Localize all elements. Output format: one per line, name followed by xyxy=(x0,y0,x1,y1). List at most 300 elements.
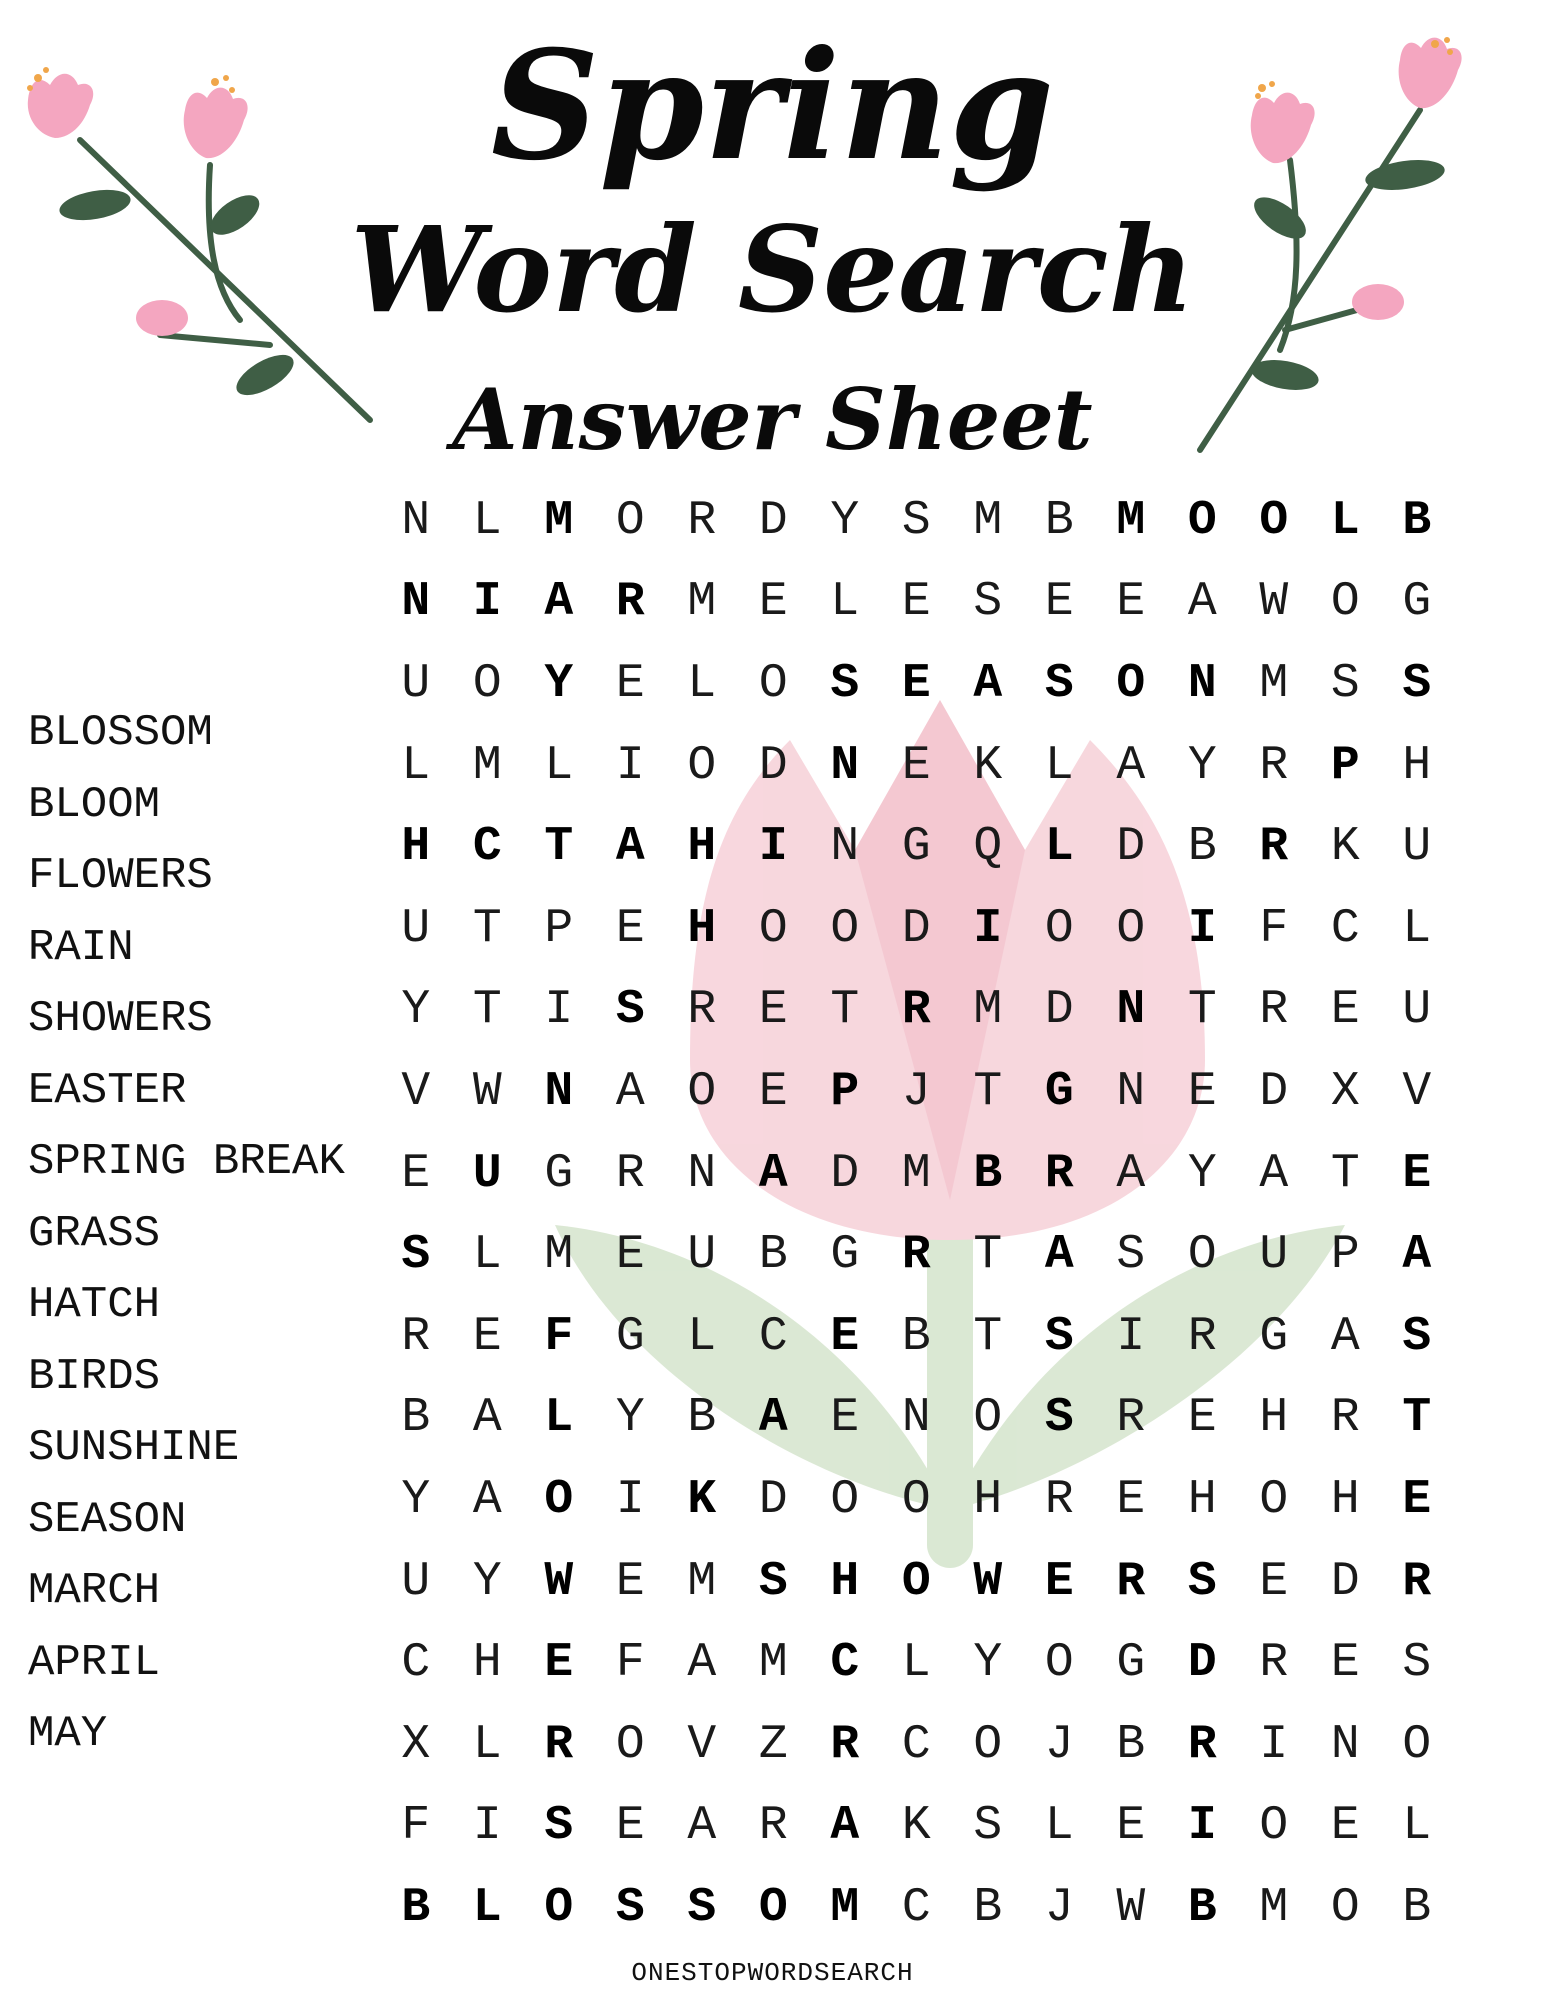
grid-cell: E xyxy=(830,1391,860,1446)
grid-cell: W xyxy=(472,1064,502,1119)
grid-cell: M xyxy=(472,738,502,793)
grid-cell-answer: F xyxy=(544,1309,574,1364)
grid-cell: T xyxy=(973,1228,1003,1283)
grid-cell: D xyxy=(1116,820,1146,875)
grid-cell-answer: N xyxy=(401,575,431,630)
grid-cell: B xyxy=(1044,493,1074,548)
grid-cell-answer: I xyxy=(472,575,502,630)
grid-cell: S xyxy=(1330,656,1360,711)
grid-cell: Y xyxy=(973,1636,1003,1691)
grid-cell: E xyxy=(758,1064,788,1119)
grid-cell: M xyxy=(901,1146,931,1201)
grid-cell: L xyxy=(687,656,717,711)
word-list-item: MARCH xyxy=(28,1566,161,1616)
grid-cell: M xyxy=(687,1554,717,1609)
grid-cell: G xyxy=(1259,1309,1289,1364)
grid-cell: C xyxy=(901,1717,931,1772)
grid-cell-answer: M xyxy=(830,1880,860,1935)
grid-cell: E xyxy=(472,1309,502,1364)
grid-cell: L xyxy=(1044,738,1074,793)
grid-cell-answer: A xyxy=(544,575,574,630)
grid-cell-answer: R xyxy=(615,575,645,630)
word-list-item: SEASON xyxy=(28,1494,187,1545)
grid-cell: E xyxy=(1044,575,1074,630)
grid-cell: S xyxy=(1402,1636,1432,1691)
grid-cell: R xyxy=(1116,1391,1146,1446)
grid-cell-answer: M xyxy=(1116,493,1146,548)
grid-cell: N xyxy=(401,493,431,548)
word-list-item: HATCH xyxy=(28,1280,161,1330)
grid-cell: M xyxy=(1259,656,1289,711)
grid-cell: F xyxy=(401,1799,431,1854)
grid-cell: S xyxy=(973,1799,1003,1854)
grid-cell: D xyxy=(1330,1554,1360,1609)
grid-cell: L xyxy=(687,1309,717,1364)
grid-cell: E xyxy=(615,1799,645,1854)
grid-cell: B xyxy=(901,1309,931,1364)
grid-cell-answer: B xyxy=(1402,493,1432,548)
grid-cell-answer: O xyxy=(758,1880,788,1935)
grid-cell-answer: L xyxy=(544,1391,574,1446)
grid-cell: D xyxy=(758,493,788,548)
grid-cell: A xyxy=(472,1472,502,1527)
word-list-item: BLOSSOM xyxy=(28,708,213,758)
grid-row xyxy=(380,1296,1460,1378)
grid-cell: E xyxy=(1116,1799,1146,1854)
grid-cell-answer: E xyxy=(830,1309,860,1364)
grid-cell: R xyxy=(1044,1472,1074,1527)
word-list xyxy=(28,698,345,1771)
grid-cell: O xyxy=(1187,1228,1217,1283)
grid-cell: R xyxy=(687,493,717,548)
grid-cell: E xyxy=(1259,1554,1289,1609)
grid-cell: R xyxy=(758,1799,788,1854)
grid-cell: E xyxy=(758,983,788,1038)
grid-cell: F xyxy=(615,1636,645,1691)
grid-cell: J xyxy=(1044,1880,1074,1935)
grid-cell-answer: N xyxy=(1187,656,1217,711)
grid-cell-answer: A xyxy=(758,1391,788,1446)
grid-cell: L xyxy=(1044,1799,1074,1854)
grid-cell-answer: I xyxy=(1187,901,1217,956)
grid-cell: A xyxy=(1259,1146,1289,1201)
grid-cell: N xyxy=(830,820,860,875)
grid-cell-answer: S xyxy=(687,1880,717,1935)
grid-cell: H xyxy=(973,1472,1003,1527)
grid-row xyxy=(380,1214,1460,1296)
grid-cell-answer: M xyxy=(544,493,574,548)
grid-cell: H xyxy=(1402,738,1432,793)
grid-cell-answer: O xyxy=(544,1472,574,1527)
grid-cell: V xyxy=(687,1717,717,1772)
grid-cell: U xyxy=(1402,983,1432,1038)
grid-cell: R xyxy=(1259,983,1289,1038)
grid-cell-answer: R xyxy=(1402,1554,1432,1609)
grid-cell: L xyxy=(401,738,431,793)
grid-cell-answer: W xyxy=(544,1554,574,1609)
grid-cell-answer: N xyxy=(1116,983,1146,1038)
grid-cell-answer: S xyxy=(1044,656,1074,711)
grid-row xyxy=(380,1867,1460,1949)
grid-cell-answer: S xyxy=(1402,1309,1432,1364)
grid-cell-answer: A xyxy=(830,1799,860,1854)
grid-cell-answer: O xyxy=(1259,493,1289,548)
grid-cell: P xyxy=(544,901,574,956)
grid-cell: I xyxy=(472,1799,502,1854)
grid-cell-answer: I xyxy=(758,820,788,875)
grid-cell: M xyxy=(687,575,717,630)
grid-cell: T xyxy=(973,1064,1003,1119)
grid-cell-answer: S xyxy=(1044,1391,1074,1446)
grid-cell: A xyxy=(615,1064,645,1119)
grid-cell: A xyxy=(472,1391,502,1446)
grid-cell: B xyxy=(758,1228,788,1283)
grid-cell: R xyxy=(615,1146,645,1201)
grid-cell: E xyxy=(615,656,645,711)
grid-cell: E xyxy=(615,901,645,956)
word-list-item: RAIN xyxy=(28,922,134,973)
grid-cell: B xyxy=(401,1391,431,1446)
grid-cell-answer: H xyxy=(687,820,717,875)
grid-cell: E xyxy=(615,1554,645,1609)
grid-cell: A xyxy=(1330,1309,1360,1364)
grid-cell: G xyxy=(901,820,931,875)
grid-cell: O xyxy=(615,493,645,548)
word-list-item: BLOOM xyxy=(28,779,161,830)
grid-cell: O xyxy=(1044,1636,1074,1691)
grid-cell: L xyxy=(472,1228,502,1283)
grid-cell: T xyxy=(472,983,502,1038)
grid-cell: W xyxy=(1259,575,1289,630)
grid-cell: E xyxy=(1187,1391,1217,1446)
grid-cell: L xyxy=(901,1636,931,1691)
grid-cell: H xyxy=(1187,1472,1217,1527)
grid-cell: L xyxy=(830,575,860,630)
grid-cell: E xyxy=(1187,1064,1217,1119)
grid-cell-answer: P xyxy=(1330,738,1360,793)
grid-cell: B xyxy=(687,1391,717,1446)
grid-cell: M xyxy=(1259,1880,1289,1935)
grid-cell: O xyxy=(1330,575,1360,630)
grid-cell-answer: D xyxy=(1187,1636,1217,1691)
grid-cell: U xyxy=(687,1228,717,1283)
grid-cell-answer: B xyxy=(401,1880,431,1935)
grid-cell: L xyxy=(1402,1799,1432,1854)
grid-cell: P xyxy=(1330,1228,1360,1283)
grid-row xyxy=(380,1051,1460,1133)
grid-row xyxy=(380,970,1460,1052)
grid-cell-answer: A xyxy=(973,656,1003,711)
grid-cell: T xyxy=(1330,1146,1360,1201)
grid-cell: E xyxy=(1330,983,1360,1038)
grid-cell: V xyxy=(1402,1064,1432,1119)
grid-cell: Y xyxy=(1187,738,1217,793)
grid-cell: E xyxy=(1116,1472,1146,1527)
grid-cell: L xyxy=(1402,901,1432,956)
grid-cell: O xyxy=(973,1717,1003,1772)
letter-grid xyxy=(380,480,1460,1935)
grid-cell-answer: T xyxy=(544,820,574,875)
grid-cell: R xyxy=(1330,1391,1360,1446)
grid-cell: S xyxy=(1116,1228,1146,1283)
grid-cell: Y xyxy=(401,983,431,1038)
grid-cell-answer: O xyxy=(1187,493,1217,548)
grid-row xyxy=(380,1541,1460,1623)
grid-cell: K xyxy=(973,738,1003,793)
grid-cell: Z xyxy=(758,1717,788,1772)
grid-cell: D xyxy=(1044,983,1074,1038)
grid-cell-answer: S xyxy=(615,1880,645,1935)
grid-cell-answer: S xyxy=(401,1228,431,1283)
grid-cell: Y xyxy=(615,1391,645,1446)
grid-cell-answer: H xyxy=(687,901,717,956)
grid-cell: E xyxy=(1116,575,1146,630)
grid-cell: A xyxy=(1187,575,1217,630)
grid-cell: R xyxy=(1187,1309,1217,1364)
grid-cell: K xyxy=(1330,820,1360,875)
grid-cell-answer: O xyxy=(544,1880,574,1935)
grid-cell: A xyxy=(1116,738,1146,793)
grid-cell-answer: S xyxy=(1402,656,1432,711)
grid-cell: N xyxy=(687,1146,717,1201)
grid-cell: O xyxy=(1259,1472,1289,1527)
grid-cell-answer: N xyxy=(830,738,860,793)
grid-cell: I xyxy=(615,1472,645,1527)
grid-cell: A xyxy=(687,1636,717,1691)
grid-cell: S xyxy=(901,493,931,548)
grid-cell: C xyxy=(401,1636,431,1691)
grid-cell: O xyxy=(758,901,788,956)
grid-cell: E xyxy=(901,738,931,793)
grid-cell: M xyxy=(973,493,1003,548)
grid-cell-answer: U xyxy=(472,1146,502,1201)
grid-row xyxy=(380,888,1460,970)
grid-row xyxy=(380,643,1460,725)
grid-cell: K xyxy=(901,1799,931,1854)
grid-cell: E xyxy=(758,575,788,630)
grid-cell: X xyxy=(1330,1064,1360,1119)
grid-cell: O xyxy=(830,1472,860,1527)
grid-cell: Q xyxy=(973,820,1003,875)
grid-cell: O xyxy=(615,1717,645,1772)
grid-cell: B xyxy=(1402,1880,1432,1935)
grid-cell: O xyxy=(758,656,788,711)
grid-cell: R xyxy=(1259,1636,1289,1691)
grid-cell: I xyxy=(1259,1717,1289,1772)
grid-cell: D xyxy=(758,1472,788,1527)
grid-cell: D xyxy=(901,901,931,956)
grid-cell: A xyxy=(687,1799,717,1854)
grid-cell: V xyxy=(401,1064,431,1119)
grid-cell-answer: C xyxy=(472,820,502,875)
grid-cell-answer: S xyxy=(758,1554,788,1609)
grid-cell-answer: R xyxy=(544,1717,574,1772)
grid-cell: T xyxy=(1187,983,1217,1038)
grid-cell-answer: G xyxy=(1044,1064,1074,1119)
grid-cell: G xyxy=(1116,1636,1146,1691)
grid-cell: B xyxy=(1187,820,1217,875)
grid-cell: S xyxy=(973,575,1003,630)
grid-cell-answer: H xyxy=(830,1554,860,1609)
grid-cell: M xyxy=(973,983,1003,1038)
grid-cell: O xyxy=(830,901,860,956)
grid-cell-answer: C xyxy=(830,1636,860,1691)
grid-cell: B xyxy=(1116,1717,1146,1772)
grid-cell: O xyxy=(973,1391,1003,1446)
grid-cell: U xyxy=(1259,1228,1289,1283)
grid-cell: O xyxy=(1044,901,1074,956)
word-list-item: BIRDS xyxy=(28,1351,161,1402)
grid-cell-answer: B xyxy=(1187,1880,1217,1935)
grid-cell: O xyxy=(1330,1880,1360,1935)
grid-cell: T xyxy=(472,901,502,956)
grid-cell: U xyxy=(401,1554,431,1609)
grid-cell-answer: W xyxy=(973,1554,1003,1609)
grid-cell: W xyxy=(1116,1880,1146,1935)
grid-cell: H xyxy=(472,1636,502,1691)
grid-row xyxy=(380,1786,1460,1868)
grid-cell: J xyxy=(1044,1717,1074,1772)
grid-cell-answer: A xyxy=(615,820,645,875)
grid-cell-answer: E xyxy=(901,656,931,711)
grid-cell: G xyxy=(544,1146,574,1201)
grid-row xyxy=(380,562,1460,644)
grid-cell: O xyxy=(1402,1717,1432,1772)
grid-cell: E xyxy=(615,1228,645,1283)
grid-cell: N xyxy=(1330,1717,1360,1772)
grid-cell: R xyxy=(401,1309,431,1364)
grid-cell-answer: S xyxy=(544,1799,574,1854)
grid-cell-answer: R xyxy=(1116,1554,1146,1609)
grid-cell-answer: E xyxy=(544,1636,574,1691)
grid-cell: N xyxy=(901,1391,931,1446)
grid-cell: E xyxy=(1330,1799,1360,1854)
grid-cell: G xyxy=(615,1309,645,1364)
grid-cell: H xyxy=(1259,1391,1289,1446)
grid-cell-answer: B xyxy=(973,1146,1003,1201)
grid-cell-answer: R xyxy=(1187,1717,1217,1772)
grid-cell-answer: A xyxy=(1044,1228,1074,1283)
grid-cell: U xyxy=(401,656,431,711)
grid-row xyxy=(380,1378,1460,1460)
grid-cell: L xyxy=(472,1717,502,1772)
grid-cell-answer: E xyxy=(1402,1472,1432,1527)
grid-cell: F xyxy=(1259,901,1289,956)
grid-cell-answer: T xyxy=(1402,1391,1432,1446)
word-list-item: EASTER xyxy=(28,1065,187,1116)
grid-cell: U xyxy=(401,901,431,956)
grid-cell-answer: L xyxy=(1330,493,1360,548)
grid-cell: Y xyxy=(472,1554,502,1609)
grid-cell-answer: L xyxy=(472,1880,502,1935)
grid-cell-answer: R xyxy=(1044,1146,1074,1201)
grid-cell: T xyxy=(973,1309,1003,1364)
grid-cell: C xyxy=(758,1309,788,1364)
grid-row xyxy=(380,1622,1460,1704)
grid-cell: O xyxy=(472,656,502,711)
grid-cell: U xyxy=(1402,820,1432,875)
grid-cell-answer: E xyxy=(1402,1146,1432,1201)
grid-cell: Y xyxy=(830,493,860,548)
title-spring: Spring xyxy=(490,18,1055,194)
grid-cell: L xyxy=(544,738,574,793)
word-list-item: GRASS xyxy=(28,1208,161,1259)
word-list-item: SHOWERS xyxy=(28,994,213,1044)
grid-cell-answer: H xyxy=(401,820,431,875)
title-answer-sheet: Answer Sheet xyxy=(452,370,1093,469)
grid-cell: R xyxy=(687,983,717,1038)
grid-cell: D xyxy=(758,738,788,793)
grid-cell: E xyxy=(1330,1636,1360,1691)
grid-cell: O xyxy=(1116,901,1146,956)
grid-row xyxy=(380,1704,1460,1786)
grid-cell: G xyxy=(1402,575,1432,630)
grid-cell: J xyxy=(901,1064,931,1119)
grid-cell: L xyxy=(472,493,502,548)
grid-cell-answer: N xyxy=(544,1064,574,1119)
grid-cell-answer: I xyxy=(1187,1799,1217,1854)
grid-row xyxy=(380,480,1460,562)
grid-cell: D xyxy=(1259,1064,1289,1119)
grid-cell: I xyxy=(544,983,574,1038)
grid-cell: Y xyxy=(401,1472,431,1527)
grid-cell: N xyxy=(1116,1064,1146,1119)
grid-cell: C xyxy=(1330,901,1360,956)
grid-cell: E xyxy=(401,1146,431,1201)
grid-cell: E xyxy=(901,575,931,630)
grid-cell: R xyxy=(1259,738,1289,793)
grid-cell-answer: A xyxy=(1402,1228,1432,1283)
grid-cell: M xyxy=(758,1636,788,1691)
grid-cell-answer: R xyxy=(901,983,931,1038)
grid-cell-answer: K xyxy=(687,1472,717,1527)
word-list-item: SUNSHINE xyxy=(28,1423,240,1473)
grid-cell: O xyxy=(1259,1799,1289,1854)
grid-cell: T xyxy=(830,983,860,1038)
grid-row xyxy=(380,1459,1460,1541)
grid-cell-answer: S xyxy=(615,983,645,1038)
grid-cell: X xyxy=(401,1717,431,1772)
grid-cell: O xyxy=(901,1472,931,1527)
grid-cell: G xyxy=(830,1228,860,1283)
grid-cell: I xyxy=(1116,1309,1146,1364)
word-list-item: FLOWERS xyxy=(28,851,213,901)
grid-cell: M xyxy=(544,1228,574,1283)
grid-row xyxy=(380,806,1460,888)
grid-cell: B xyxy=(973,1880,1003,1935)
grid-cell-answer: P xyxy=(830,1064,860,1119)
grid-row xyxy=(380,1133,1460,1215)
word-list-item: MAY xyxy=(28,1709,108,1759)
grid-cell-answer: S xyxy=(830,656,860,711)
grid-cell-answer: A xyxy=(758,1146,788,1201)
grid-cell: O xyxy=(687,1064,717,1119)
grid-cell: Y xyxy=(1187,1146,1217,1201)
grid-cell-answer: E xyxy=(1044,1554,1074,1609)
grid-cell: A xyxy=(1116,1146,1146,1201)
grid-cell-answer: O xyxy=(901,1554,931,1609)
footer-brand: ONESTOPWORDSEARCH xyxy=(631,1958,914,1988)
grid-cell: I xyxy=(615,738,645,793)
grid-cell-answer: O xyxy=(1116,656,1146,711)
grid-cell: O xyxy=(687,738,717,793)
title-word-search: Word Search xyxy=(350,200,1195,339)
grid-cell-answer: S xyxy=(1044,1309,1074,1364)
word-list-item: APRIL xyxy=(28,1637,161,1688)
grid-cell: D xyxy=(830,1146,860,1201)
grid-cell-answer: R xyxy=(830,1717,860,1772)
grid-cell-answer: R xyxy=(1259,820,1289,875)
